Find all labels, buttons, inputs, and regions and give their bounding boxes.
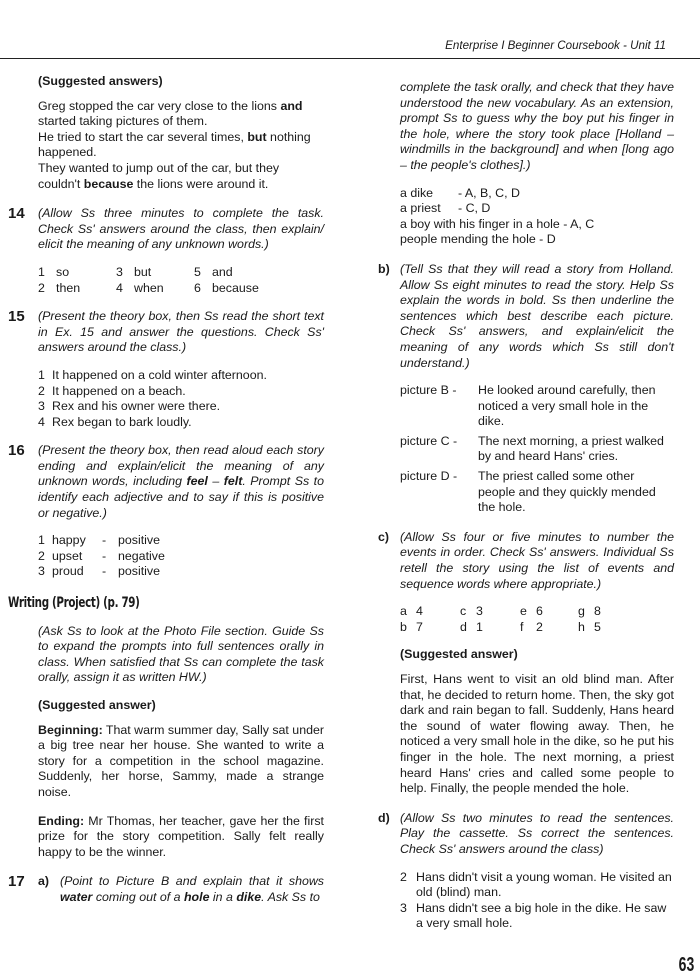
section-b bbox=[378, 262, 674, 516]
list-item: 1 happy - positive bbox=[38, 533, 161, 548]
instruction: (Ask Ss to look at the Photo File section. Guide Ss to expand the prompts into full sentences orally in class. When satisfied that Ss can complete the task orally, assign it as written HW.) bbox=[38, 623, 324, 685]
instruction: (Allow Ss two minutes to read the sentences. Play the cassette. Ss correct the sentences. Check Ss' answers around the class) bbox=[400, 810, 674, 856]
sub-label: a) bbox=[38, 874, 50, 889]
instruction: (Allow Ss four or five minutes to number the events in order. Check Ss' answers. Individual Ss retell the story using the list of events and sequence words where appropriate.) bbox=[400, 529, 674, 591]
running-header: Enterprise I Beginner Coursebook - Unit 11 bbox=[445, 39, 666, 52]
ending-paragraph: Ending: Mr Thomas, her teacher, gave her the first prize for the story competition. Sally felt really happy to be the winner. bbox=[38, 813, 324, 859]
instruction: (Present the theory box, then Ss read the short text in Ex. 15 and answer the questions. Check Ss' answers around the class.) bbox=[38, 309, 324, 355]
exercise-17 bbox=[8, 874, 324, 905]
exercise-15 bbox=[8, 309, 324, 430]
list-item: 3 Hans didn't see a big hole in the dike. He saw a very small hole. bbox=[400, 900, 667, 931]
list-item: a dike - A, B, C, D bbox=[400, 185, 520, 200]
list-item: 3 Rex and his owner were there. bbox=[38, 399, 221, 414]
list-item: 4 Rex began to bark loudly. bbox=[38, 414, 192, 429]
exercise-number: 16 bbox=[8, 442, 25, 460]
section-d bbox=[378, 811, 674, 932]
writing-section-title: Writing (Project) (p. 79) bbox=[8, 595, 140, 612]
answer-line: They wanted to jump out of the car, but they couldn't because the lions were around it. bbox=[38, 160, 280, 191]
list-item: a boy with his finger in a hole - A, C bbox=[400, 216, 595, 231]
sub-label: c) bbox=[378, 529, 390, 544]
beginning-paragraph: Beginning: That warm summer day, Sally sat under a big tree near her house. She wanted to write a story for a competition in the school magazine. Suddenly, her horse, Sammy, made a strange noise. bbox=[38, 722, 324, 799]
page-number: 63 bbox=[678, 954, 694, 977]
match-list bbox=[400, 186, 674, 248]
section-c bbox=[378, 530, 674, 797]
right-column bbox=[378, 80, 674, 932]
exercise-16 bbox=[8, 443, 324, 580]
answer-grid: 1 so 3 but 5 and 2 then 4 when 6 because bbox=[38, 264, 259, 295]
sub-label: b) bbox=[378, 261, 390, 276]
writing-section bbox=[8, 624, 324, 861]
list-item: 3 proud - positive bbox=[38, 564, 161, 579]
sub-label: d) bbox=[378, 810, 390, 825]
suggested-answers-title: (Suggested answers) bbox=[38, 74, 163, 88]
answer-line: He tried to start the car several times, but nothing happened. bbox=[38, 129, 311, 160]
instruction: (Allow Ss three minutes to complete the task. Check Ss' answers around the class, then explain/ elicit the meaning of any unknown words.) bbox=[38, 206, 324, 252]
exercise-number: 14 bbox=[8, 205, 25, 223]
suggested-answer-title: (Suggested answer) bbox=[400, 647, 518, 662]
instruction: (Point to Picture B and explain that it shows water coming out of a hole in a dike. Ask Ss to bbox=[60, 874, 324, 904]
exercise-14 bbox=[8, 206, 324, 296]
instruction: (Tell Ss that they will read a story from Holland. Allow Ss eight minutes to read the story. Help Ss explain the words in bold. Ss then underline the sentences which best describe each picture. Check Ss' answers, and explain/elicit the meaning of any words which Ss still don't understand.) bbox=[400, 261, 674, 370]
suggested-answer-title: (Suggested answer) bbox=[38, 698, 156, 712]
list-item: 1 It happened on a cold winter afternoon. bbox=[38, 367, 267, 382]
header-rule bbox=[0, 58, 700, 59]
left-column bbox=[8, 74, 324, 906]
list-item: people mending the hole - D bbox=[400, 232, 556, 247]
list-item: 2 upset - negative bbox=[38, 548, 165, 563]
list-item: a priest - C, D bbox=[400, 201, 491, 216]
answer-line: Greg stopped the car very close to the lions and started taking pictures of them. bbox=[38, 98, 303, 129]
suggested-answer-text: First, Hans went to visit an old blind man. After that, he decided to return home. Then, the sky got dark and rain began to fall. Suddenly, Hans heard the sound of water flowing away. Then, he noticed a very small hole in the dike, so he put his finger in the hole. The next morning, a priest heard Hans' cries and called some people to help. Finally, the people mended the hole. bbox=[400, 672, 674, 796]
instruction-continued: complete the task orally, and check that they have understood the new vocabulary. As an extension, prompt Ss to guess why the boy put his finger in the hole, where the story took place [Holland – windmills in the background] and when [long ago – the people's clothes].) bbox=[400, 80, 674, 172]
list-item: 2 It happened on a beach. bbox=[38, 383, 186, 398]
list-item: 2 Hans didn't visit a young woman. He visited an old (blind) man. bbox=[400, 869, 672, 900]
order-answers: a 4 c 3 e 6 g 8 b 7 d 1 f 2 h 5 bbox=[400, 604, 601, 634]
instruction: (Present the theory box, then read aloud each story ending and explain/elicit the meaning of any unknown words, including feel – felt. Prompt Ss to identify each adjective and to say if this is positive or negative.) bbox=[38, 443, 324, 520]
exercise-number: 15 bbox=[8, 308, 25, 326]
exercise-number: 17 bbox=[8, 873, 25, 891]
picture-answers: picture B - He looked around carefully, then noticed a very small hole in the dike. picture C - The next morning, a priest walked by and heard Hans' cries. picture D - The priest called some other people and they quickly mended the hole. bbox=[400, 383, 664, 515]
